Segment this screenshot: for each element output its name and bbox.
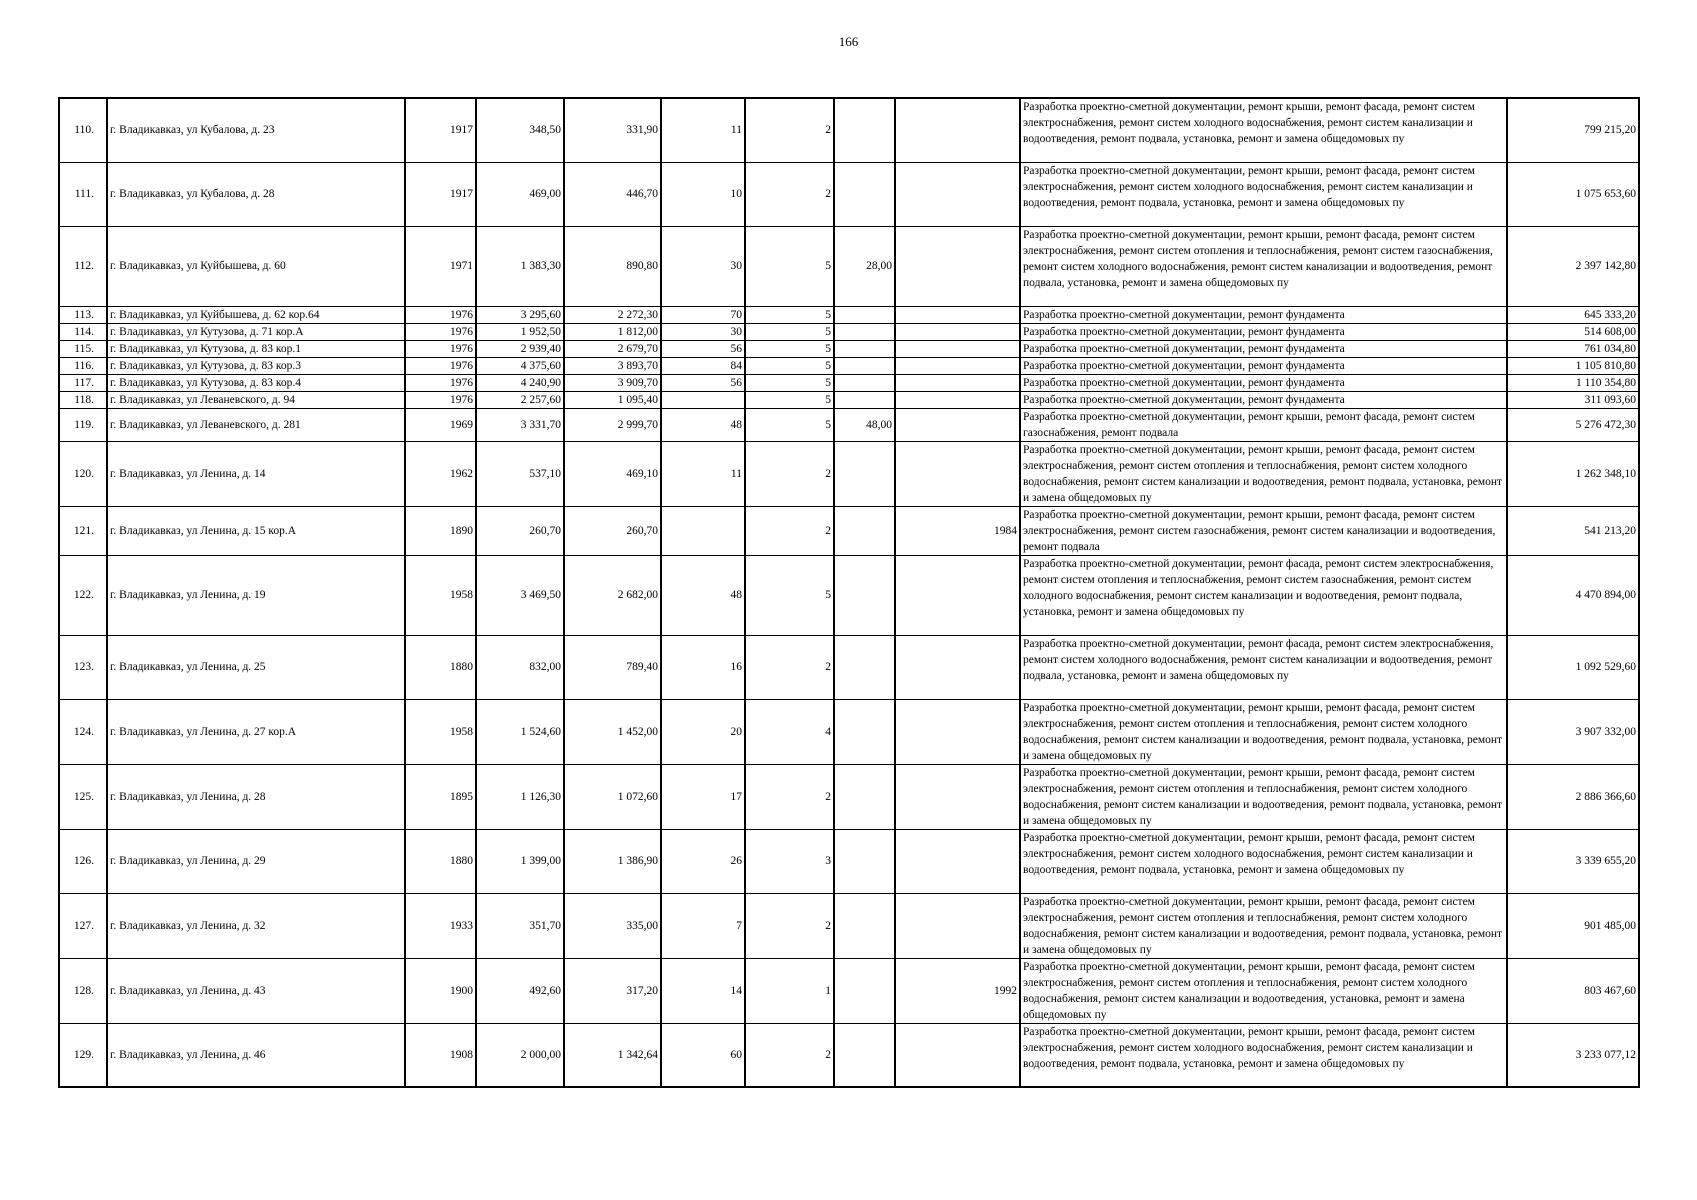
column-8-cell (834, 323, 895, 340)
column-8-cell (834, 98, 895, 162)
table-row (59, 893, 1639, 958)
table-row (59, 555, 1639, 635)
cost-cell: 541 213,20 (1507, 506, 1639, 555)
address-cell: г. Владикавказ, ул Ленина, д. 19 (107, 555, 405, 635)
address-cell: г. Владикавказ, ул Кутузова, д. 83 кор.1 (107, 340, 405, 357)
address-cell: г. Владикавказ, ул Кубалова, д. 23 (107, 98, 405, 162)
residents-cell: 48 (661, 555, 745, 635)
column-9-cell (895, 635, 1020, 699)
column-8-cell (834, 391, 895, 408)
floors-cell: 2 (745, 764, 834, 829)
floors-cell: 2 (745, 162, 834, 226)
living-area-cell: 1 452,00 (564, 699, 661, 764)
total-area-cell: 1 383,30 (476, 226, 564, 306)
column-9-cell (895, 829, 1020, 893)
living-area-cell: 2 682,00 (564, 555, 661, 635)
column-8-cell: 48,00 (834, 408, 895, 441)
works-description-cell: Разработка проектно-сметной документации, ремонт крыши, ремонт фасада, ремонт систем электроснабжения, ремонт систем холодного водоснабжения, ремонт систем канализации и водоотведения, ремонт подвала, установка, ремонт и замена общедомовых пу (1020, 829, 1507, 893)
cost-cell: 901 485,00 (1507, 893, 1639, 958)
table-row (59, 1023, 1639, 1087)
residents-cell (661, 391, 745, 408)
table-row (59, 958, 1639, 1023)
year-cell: 1976 (405, 391, 476, 408)
cost-cell: 2 397 142,80 (1507, 226, 1639, 306)
column-8-cell (834, 764, 895, 829)
total-area-cell: 537,10 (476, 441, 564, 506)
residents-cell: 7 (661, 893, 745, 958)
works-description-cell: Разработка проектно-сметной документации, ремонт крыши, ремонт фасада, ремонт систем электроснабжения, ремонт систем отопления и теплоснабжения, ремонт систем газоснабжения, ремонт систем холодного водоснабжения, ремонт систем канализации и водоотведения, ремонт подвала, установка, ремонт и замена общедомовых пу (1020, 226, 1507, 306)
residents-cell (661, 506, 745, 555)
address-cell: г. Владикавказ, ул Ленина, д. 46 (107, 1023, 405, 1087)
living-area-cell: 2 679,70 (564, 340, 661, 357)
residents-cell: 26 (661, 829, 745, 893)
table-row (59, 699, 1639, 764)
residents-cell: 30 (661, 323, 745, 340)
cost-cell: 2 886 366,60 (1507, 764, 1639, 829)
year-cell: 1908 (405, 1023, 476, 1087)
table-row (59, 506, 1639, 555)
cost-cell: 645 333,20 (1507, 306, 1639, 323)
year-cell: 1900 (405, 958, 476, 1023)
floors-cell: 2 (745, 441, 834, 506)
address-cell: г. Владикавказ, ул Ленина, д. 28 (107, 764, 405, 829)
total-area-cell: 4 375,60 (476, 357, 564, 374)
column-8-cell (834, 441, 895, 506)
table-row (59, 340, 1639, 357)
living-area-cell: 2 272,30 (564, 306, 661, 323)
table-row (59, 323, 1639, 340)
living-area-cell: 1 072,60 (564, 764, 661, 829)
cost-cell: 1 110 354,80 (1507, 374, 1639, 391)
column-8-cell (834, 374, 895, 391)
column-8-cell (834, 893, 895, 958)
works-description-cell: Разработка проектно-сметной документации, ремонт крыши, ремонт фасада, ремонт систем электроснабжения, ремонт систем отопления и теплоснабжения, ремонт систем холодного водоснабжения, ремонт систем канализации и водоотведения, установка, ремонт и замена общедомовых пу (1020, 958, 1507, 1023)
table-row (59, 764, 1639, 829)
living-area-cell: 3 893,70 (564, 357, 661, 374)
row-number: 128. (59, 958, 107, 1023)
floors-cell: 5 (745, 391, 834, 408)
residents-cell: 11 (661, 98, 745, 162)
floors-cell: 3 (745, 829, 834, 893)
year-cell: 1895 (405, 764, 476, 829)
year-cell: 1890 (405, 506, 476, 555)
living-area-cell: 1 342,64 (564, 1023, 661, 1087)
table-row (59, 441, 1639, 506)
column-9-cell (895, 391, 1020, 408)
cost-cell: 799 215,20 (1507, 98, 1639, 162)
residents-cell: 56 (661, 340, 745, 357)
column-9-cell: 1984 (895, 506, 1020, 555)
column-8-cell (834, 357, 895, 374)
column-9-cell (895, 226, 1020, 306)
column-8-cell (834, 555, 895, 635)
cost-cell: 1 092 529,60 (1507, 635, 1639, 699)
floors-cell: 5 (745, 374, 834, 391)
cost-cell: 803 467,60 (1507, 958, 1639, 1023)
column-8-cell (834, 958, 895, 1023)
residents-cell: 20 (661, 699, 745, 764)
column-9-cell (895, 441, 1020, 506)
address-cell: г. Владикавказ, ул Леваневского, д. 281 (107, 408, 405, 441)
residents-cell: 56 (661, 374, 745, 391)
year-cell: 1976 (405, 306, 476, 323)
year-cell: 1958 (405, 699, 476, 764)
year-cell: 1880 (405, 829, 476, 893)
row-number: 127. (59, 893, 107, 958)
column-9-cell (895, 357, 1020, 374)
living-area-cell: 469,10 (564, 441, 661, 506)
year-cell: 1971 (405, 226, 476, 306)
column-8-cell (834, 1023, 895, 1087)
works-description-cell: Разработка проектно-сметной документации, ремонт фундамента (1020, 391, 1507, 408)
column-9-cell (895, 374, 1020, 391)
living-area-cell: 1 386,90 (564, 829, 661, 893)
living-area-cell: 890,80 (564, 226, 661, 306)
total-area-cell: 832,00 (476, 635, 564, 699)
address-cell: г. Владикавказ, ул Ленина, д. 15 кор.А (107, 506, 405, 555)
year-cell: 1958 (405, 555, 476, 635)
living-area-cell: 331,90 (564, 98, 661, 162)
row-number: 121. (59, 506, 107, 555)
floors-cell: 5 (745, 226, 834, 306)
column-9-cell (895, 306, 1020, 323)
row-number: 118. (59, 391, 107, 408)
residents-cell: 16 (661, 635, 745, 699)
column-9-cell (895, 162, 1020, 226)
year-cell: 1976 (405, 340, 476, 357)
residents-cell: 70 (661, 306, 745, 323)
works-description-cell: Разработка проектно-сметной документации, ремонт крыши, ремонт фасада, ремонт систем электроснабжения, ремонт систем холодного водоснабжения, ремонт систем канализации и водоотведения, ремонт подвала, установка, ремонт и замена общедомовых пу (1020, 98, 1507, 162)
residents-cell: 30 (661, 226, 745, 306)
works-description-cell: Разработка проектно-сметной документации, ремонт крыши, ремонт фасада, ремонт систем электроснабжения, ремонт систем отопления и теплоснабжения, ремонт систем холодного водоснабжения, ремонт систем канализации и водоотведения, ремонт подвала, установка, ремонт и замена общедомовых пу (1020, 699, 1507, 764)
floors-cell: 5 (745, 357, 834, 374)
total-area-cell: 2 257,60 (476, 391, 564, 408)
row-number: 117. (59, 374, 107, 391)
total-area-cell: 4 240,90 (476, 374, 564, 391)
works-description-cell: Разработка проектно-сметной документации, ремонт фундамента (1020, 340, 1507, 357)
living-area-cell: 1 095,40 (564, 391, 661, 408)
cost-cell: 311 093,60 (1507, 391, 1639, 408)
works-description-cell: Разработка проектно-сметной документации, ремонт крыши, ремонт фасада, ремонт систем электроснабжения, ремонт систем холодного водоснабжения, ремонт систем канализации и водоотведения, ремонт подвала, установка, ремонт и замена общедомовых пу (1020, 1023, 1507, 1087)
residents-cell: 14 (661, 958, 745, 1023)
works-description-cell: Разработка проектно-сметной документации, ремонт фасада, ремонт систем электроснабжения, ремонт систем отопления и теплоснабжения, ремонт систем газоснабжения, ремонт систем холодного водоснабжения, ремонт систем канализации и водоотведения, ремонт подвала, установка, ремонт и замена общедомовых пу (1020, 555, 1507, 635)
cost-cell: 3 339 655,20 (1507, 829, 1639, 893)
table-row (59, 635, 1639, 699)
cost-cell: 3 233 077,12 (1507, 1023, 1639, 1087)
address-cell: г. Владикавказ, ул Ленина, д. 25 (107, 635, 405, 699)
residents-cell: 84 (661, 357, 745, 374)
row-number: 125. (59, 764, 107, 829)
column-8-cell: 28,00 (834, 226, 895, 306)
row-number: 129. (59, 1023, 107, 1087)
row-number: 120. (59, 441, 107, 506)
total-area-cell: 351,70 (476, 893, 564, 958)
row-number: 116. (59, 357, 107, 374)
row-number: 119. (59, 408, 107, 441)
column-8-cell (834, 829, 895, 893)
address-cell: г. Владикавказ, ул Леваневского, д. 94 (107, 391, 405, 408)
table-body (59, 98, 1639, 1087)
column-9-cell (895, 555, 1020, 635)
floors-cell: 4 (745, 699, 834, 764)
address-cell: г. Владикавказ, ул Куйбышева, д. 60 (107, 226, 405, 306)
year-cell: 1969 (405, 408, 476, 441)
works-description-cell: Разработка проектно-сметной документации, ремонт фундамента (1020, 357, 1507, 374)
row-number: 113. (59, 306, 107, 323)
table-row (59, 374, 1639, 391)
living-area-cell: 260,70 (564, 506, 661, 555)
works-description-cell: Разработка проектно-сметной документации, ремонт крыши, ремонт фасада, ремонт систем электроснабжения, ремонт систем холодного водоснабжения, ремонт систем канализации и водоотведения, ремонт подвала, установка, ремонт и замена общедомовых пу (1020, 162, 1507, 226)
works-description-cell: Разработка проектно-сметной документации, ремонт фундамента (1020, 323, 1507, 340)
works-description-cell: Разработка проектно-сметной документации, ремонт крыши, ремонт фасада, ремонт систем газоснабжения, ремонт подвала (1020, 408, 1507, 441)
table-row (59, 357, 1639, 374)
total-area-cell: 3 295,60 (476, 306, 564, 323)
year-cell: 1976 (405, 374, 476, 391)
residents-cell: 48 (661, 408, 745, 441)
table-row (59, 408, 1639, 441)
total-area-cell: 3 469,50 (476, 555, 564, 635)
row-number: 114. (59, 323, 107, 340)
column-9-cell (895, 408, 1020, 441)
address-cell: г. Владикавказ, ул Ленина, д. 43 (107, 958, 405, 1023)
cost-cell: 3 907 332,00 (1507, 699, 1639, 764)
table-row (59, 162, 1639, 226)
total-area-cell: 492,60 (476, 958, 564, 1023)
column-9-cell (895, 1023, 1020, 1087)
column-9-cell (895, 98, 1020, 162)
table-row (59, 391, 1639, 408)
works-description-cell: Разработка проектно-сметной документации, ремонт крыши, ремонт фасада, ремонт систем электроснабжения, ремонт систем газоснабжения, ремонт систем канализации и водоотведения, ремонт подвала (1020, 506, 1507, 555)
row-number: 122. (59, 555, 107, 635)
total-area-cell: 469,00 (476, 162, 564, 226)
year-cell: 1933 (405, 893, 476, 958)
page-number: 166 (838, 34, 859, 49)
year-cell: 1976 (405, 357, 476, 374)
total-area-cell: 1 952,50 (476, 323, 564, 340)
address-cell: г. Владикавказ, ул Кубалова, д. 28 (107, 162, 405, 226)
total-area-cell: 348,50 (476, 98, 564, 162)
address-cell: г. Владикавказ, ул Ленина, д. 32 (107, 893, 405, 958)
year-cell: 1917 (405, 162, 476, 226)
row-number: 112. (59, 226, 107, 306)
cost-cell: 761 034,80 (1507, 340, 1639, 357)
column-9-cell (895, 764, 1020, 829)
column-9-cell (895, 699, 1020, 764)
residents-cell: 17 (661, 764, 745, 829)
column-9-cell (895, 893, 1020, 958)
address-cell: г. Владикавказ, ул Кутузова, д. 83 кор.3 (107, 357, 405, 374)
floors-cell: 2 (745, 1023, 834, 1087)
floors-cell: 5 (745, 340, 834, 357)
floors-cell: 1 (745, 958, 834, 1023)
year-cell: 1917 (405, 98, 476, 162)
works-description-cell: Разработка проектно-сметной документации, ремонт крыши, ремонт фасада, ремонт систем электроснабжения, ремонт систем отопления и теплоснабжения, ремонт систем холодного водоснабжения, ремонт систем канализации и водоотведения, ремонт подвала, установка, ремонт и замена общедомовых пу (1020, 441, 1507, 506)
residents-cell: 11 (661, 441, 745, 506)
row-number: 124. (59, 699, 107, 764)
row-number: 126. (59, 829, 107, 893)
floors-cell: 5 (745, 408, 834, 441)
column-8-cell (834, 306, 895, 323)
column-9-cell: 1992 (895, 958, 1020, 1023)
table-row (59, 306, 1639, 323)
table-row (59, 226, 1639, 306)
residents-cell: 60 (661, 1023, 745, 1087)
year-cell: 1880 (405, 635, 476, 699)
total-area-cell: 1 399,00 (476, 829, 564, 893)
table-row (59, 829, 1639, 893)
living-area-cell: 446,70 (564, 162, 661, 226)
floors-cell: 2 (745, 893, 834, 958)
total-area-cell: 2 939,40 (476, 340, 564, 357)
total-area-cell: 2 000,00 (476, 1023, 564, 1087)
floors-cell: 5 (745, 323, 834, 340)
total-area-cell: 3 331,70 (476, 408, 564, 441)
table-row (59, 98, 1639, 162)
row-number: 111. (59, 162, 107, 226)
column-8-cell (834, 699, 895, 764)
column-8-cell (834, 635, 895, 699)
cost-cell: 5 276 472,30 (1507, 408, 1639, 441)
living-area-cell: 2 999,70 (564, 408, 661, 441)
total-area-cell: 1 126,30 (476, 764, 564, 829)
living-area-cell: 3 909,70 (564, 374, 661, 391)
row-number: 115. (59, 340, 107, 357)
living-area-cell: 317,20 (564, 958, 661, 1023)
floors-cell: 2 (745, 635, 834, 699)
works-description-cell: Разработка проектно-сметной документации, ремонт фундамента (1020, 306, 1507, 323)
total-area-cell: 260,70 (476, 506, 564, 555)
living-area-cell: 1 812,00 (564, 323, 661, 340)
cost-cell: 1 075 653,60 (1507, 162, 1639, 226)
address-cell: г. Владикавказ, ул Ленина, д. 14 (107, 441, 405, 506)
row-number: 110. (59, 98, 107, 162)
address-cell: г. Владикавказ, ул Кутузова, д. 83 кор.4 (107, 374, 405, 391)
works-description-cell: Разработка проектно-сметной документации, ремонт крыши, ремонт фасада, ремонт систем электроснабжения, ремонт систем отопления и теплоснабжения, ремонт систем холодного водоснабжения, ремонт систем канализации и водоотведения, ремонт подвала, установка, ремонт и замена общедомовых пу (1020, 893, 1507, 958)
cost-cell: 514 608,00 (1507, 323, 1639, 340)
address-cell: г. Владикавказ, ул Куйбышева, д. 62 кор.64 (107, 306, 405, 323)
column-8-cell (834, 340, 895, 357)
column-8-cell (834, 162, 895, 226)
year-cell: 1962 (405, 441, 476, 506)
housing-repair-table (58, 97, 1640, 1088)
living-area-cell: 335,00 (564, 893, 661, 958)
cost-cell: 4 470 894,00 (1507, 555, 1639, 635)
living-area-cell: 789,40 (564, 635, 661, 699)
address-cell: г. Владикавказ, ул Ленина, д. 29 (107, 829, 405, 893)
address-cell: г. Владикавказ, ул Кутузова, д. 71 кор.А (107, 323, 405, 340)
residents-cell: 10 (661, 162, 745, 226)
floors-cell: 2 (745, 506, 834, 555)
works-description-cell: Разработка проектно-сметной документации, ремонт фасада, ремонт систем электроснабжения, ремонт систем холодного водоснабжения, ремонт систем канализации и водоотведения, ремонт подвала, установка, ремонт и замена общедомовых пу (1020, 635, 1507, 699)
address-cell: г. Владикавказ, ул Ленина, д. 27 кор.А (107, 699, 405, 764)
works-description-cell: Разработка проектно-сметной документации, ремонт крыши, ремонт фасада, ремонт систем электроснабжения, ремонт систем отопления и теплоснабжения, ремонт систем холодного водоснабжения, ремонт систем канализации и водоотведения, ремонт подвала, установка, ремонт и замена общедомовых пу (1020, 764, 1507, 829)
column-9-cell (895, 323, 1020, 340)
total-area-cell: 1 524,60 (476, 699, 564, 764)
floors-cell: 5 (745, 306, 834, 323)
cost-cell: 1 105 810,80 (1507, 357, 1639, 374)
column-8-cell (834, 506, 895, 555)
works-description-cell: Разработка проектно-сметной документации, ремонт фундамента (1020, 374, 1507, 391)
cost-cell: 1 262 348,10 (1507, 441, 1639, 506)
floors-cell: 2 (745, 98, 834, 162)
row-number: 123. (59, 635, 107, 699)
floors-cell: 5 (745, 555, 834, 635)
column-9-cell (895, 340, 1020, 357)
year-cell: 1976 (405, 323, 476, 340)
